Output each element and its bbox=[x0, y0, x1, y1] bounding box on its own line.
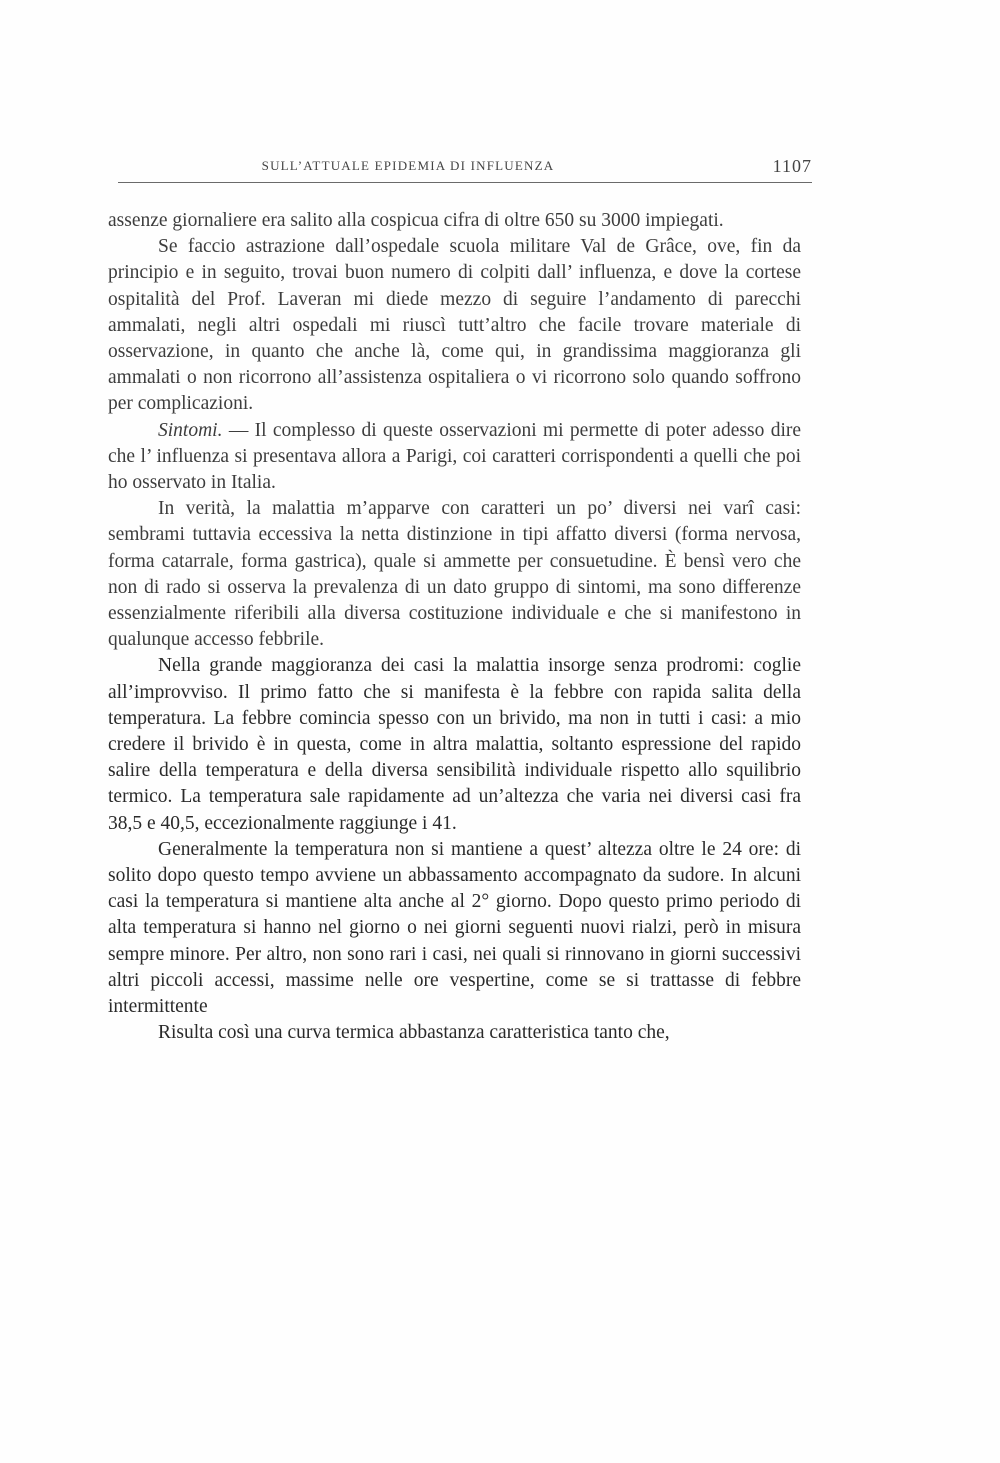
header-rule bbox=[118, 182, 812, 183]
running-title: SULL’ATTUALE EPIDEMIA DI INFLUENZA bbox=[261, 158, 555, 173]
paragraph-text: — Il complesso di queste osservazioni mi permette di poter adesso dire che l’ influenza si presentava allora a Parigi, coi caratteri corrispondenti a quelli che poi ho osservato in Italia. bbox=[108, 419, 802, 494]
paragraph: Nella grande maggioranza dei casi la malattia insorge senza prodromi: coglie all’improvviso. Il primo fatto che si manifesta è la febbre con rapida salita della temperatura. La febbre comincia spesso con un brivido, ma non in tutti i casi: a mio credere il brivido è in questa, come in altra malattia, soltanto espressione del rapido salire della temperatura e della diversa sensibilità individuale rispetto allo squilibrio termico. La temperatura sale rapidamente ad un’altezza che varia nei diversi casi fra 38,5 e 40,5, eccezionalmente raggiunge i 41. bbox=[108, 655, 801, 834]
paragraph: Risulta così una curva termica abbastanza caratteristica tanto che, bbox=[158, 1022, 670, 1044]
paragraph: In verità, la malattia m’apparve con caratteri un po’ diversi nei varî casi: sembrami tuttavia eccessiva la netta distinzione in tipi affatto diversi (forma nervosa, forma catarrale, forma gastrica), quale si ammette per consuetudine. È bensì vero che non di rado si osserva la prevalenza di un dato gruppo di sintomi, ma sono differenze essenzialmente riferibili alla diversa costituzione individuale e che si manifestono in qualunque accesso febbrile. bbox=[108, 498, 801, 651]
body-text bbox=[108, 208, 801, 1047]
running-head bbox=[118, 156, 812, 180]
paragraph: Se faccio astrazione dall’ospedale scuola militare Val de Grâce, ove, fin da principio e in seguito, trovai buon numero di colpiti dall’ influenza, e dove la cortese ospitalità del Prof. Laveran mi diede mezzo di seguire l’andamento di parecchi ammalati, negli altri ospedali mi riuscì tutt’altro che facile trovare materiale di osservazione, in quanto che anche là, come qui, in grandissima maggioranza gli ammalati o non ricorrono all’assistenza ospitaliera o vi ricorrono solo quando soffrono per complicazioni. bbox=[108, 236, 801, 415]
paragraph: assenze giornaliere era salito alla cospicua cifra di oltre 650 su 3000 impiegati. bbox=[108, 210, 724, 231]
paragraph: Generalmente la temperatura non si mantiene a quest’ altezza oltre le 24 ore: di solito dopo questo tempo avviene un abbassamento accompagnato da sudore. In alcuni casi la temperatura si mantiene alta anche al 2° giorno. Dopo questo primo periodo di alta temperatura si hanno nel giorno o nei giorni seguenti nuovi rialzi, però in misura sempre minore. Per altro, non sono rari i casi, nei quali si rinnovano in giorni successivi altri piccoli accessi, massime nelle ore vespertine, come se si trattasse di febbre intermittente bbox=[108, 838, 801, 1018]
page-number: 1107 bbox=[772, 156, 812, 176]
section-lead-italic: Sintomi. bbox=[158, 419, 223, 441]
paragraph-sintomi bbox=[108, 418, 801, 497]
